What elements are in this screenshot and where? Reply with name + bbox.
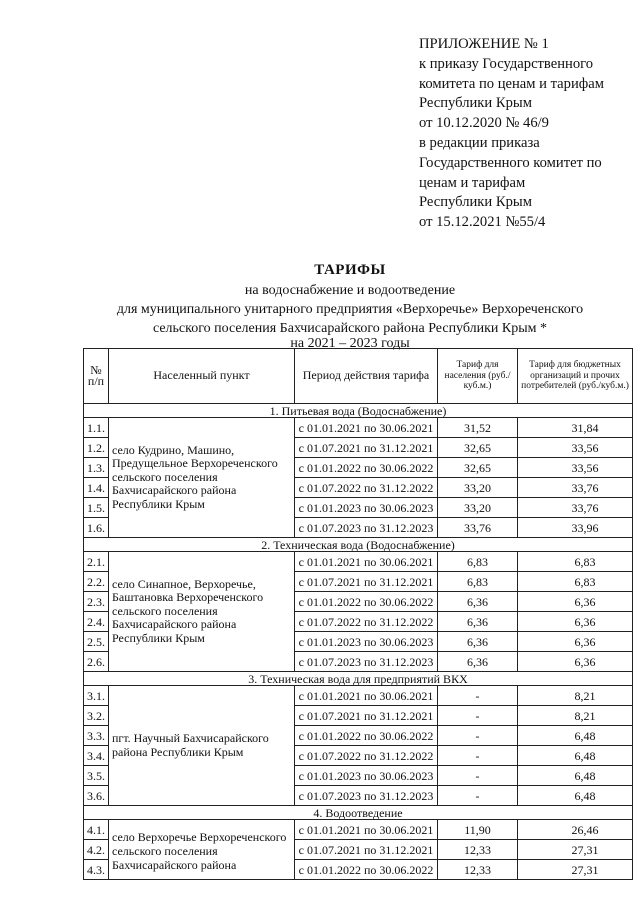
pop-tariff-cell: 6,36 xyxy=(438,592,518,612)
budget-tariff-cell: 6,48 xyxy=(518,786,633,806)
pop-tariff-cell: - xyxy=(438,766,518,786)
pop-tariff-cell: 6,36 xyxy=(438,632,518,652)
row-number: 2.2. xyxy=(84,572,109,592)
place-cell: село Синапное, Верхоречье, Баштановка Верхореченского сельского поселения Бахчисарайского района Республики Крым xyxy=(109,552,295,672)
pop-tariff-cell: 6,83 xyxy=(438,552,518,572)
annex-line: ценам и тарифам xyxy=(419,174,526,191)
period-cell: с 01.01.2023 по 30.06.2023 xyxy=(295,632,438,652)
pop-tariff-cell: 33,20 xyxy=(438,478,518,498)
pop-tariff-cell: 31,52 xyxy=(438,418,518,438)
header-pop-tariff: Тариф для населения (руб./куб.м.) xyxy=(438,349,518,404)
section-title: 1. Питьевая вода (Водоснабжение) xyxy=(84,404,633,418)
pop-tariff-cell: 6,83 xyxy=(438,572,518,592)
header-place: Населенный пункт xyxy=(109,349,295,404)
row-number: 4.3. xyxy=(84,860,109,880)
header-row xyxy=(84,349,633,404)
annex-line: в редакции приказа xyxy=(419,134,540,151)
budget-tariff-cell: 6,48 xyxy=(518,746,633,766)
section-title: 3. Техническая вода для предприятий ВКХ xyxy=(84,672,633,686)
budget-tariff-cell: 8,21 xyxy=(518,706,633,726)
row-number: 4.2. xyxy=(84,840,109,860)
row-number: 3.4. xyxy=(84,746,109,766)
row-number: 2.6. xyxy=(84,652,109,672)
annex-line: комитета по ценам и тарифам xyxy=(419,75,604,92)
budget-tariff-cell: 6,36 xyxy=(518,592,633,612)
document-title: ТАРИФЫ xyxy=(314,262,386,278)
period-cell: с 01.07.2021 по 31.12.2021 xyxy=(295,572,438,592)
annex-line: Республики Крым xyxy=(419,194,532,211)
period-cell: с 01.07.2021 по 31.12.2021 xyxy=(295,706,438,726)
row-number: 1.6. xyxy=(84,518,109,538)
budget-tariff-cell: 33,76 xyxy=(518,498,633,518)
annex-block xyxy=(419,35,634,233)
row-number: 4.1. xyxy=(84,820,109,840)
pop-tariff-cell: - xyxy=(438,726,518,746)
budget-tariff-cell: 6,36 xyxy=(518,652,633,672)
period-cell: с 01.07.2022 по 31.12.2022 xyxy=(295,612,438,632)
pop-tariff-cell: - xyxy=(438,686,518,706)
period-cell: с 01.07.2022 по 31.12.2022 xyxy=(295,746,438,766)
row-number: 2.3. xyxy=(84,592,109,612)
row-number: 3.1. xyxy=(84,686,109,706)
table-row xyxy=(84,552,633,572)
subtitle-line: на 2021 – 2023 годы xyxy=(290,336,410,351)
budget-tariff-cell: 31,84 xyxy=(518,418,633,438)
annex-line: от 15.12.2021 №55/4 xyxy=(419,214,546,231)
pop-tariff-cell: 6,36 xyxy=(438,652,518,672)
table-row xyxy=(84,820,633,840)
annex-line: Государственного комитет по xyxy=(419,154,602,171)
subtitle-line: на водоснабжение и водоотведение xyxy=(244,283,456,298)
row-number: 3.3. xyxy=(84,726,109,746)
row-number: 2.4. xyxy=(84,612,109,632)
budget-tariff-cell: 27,31 xyxy=(518,860,633,880)
period-cell: с 01.01.2022 по 30.06.2022 xyxy=(295,860,438,880)
budget-tariff-cell: 6,36 xyxy=(518,612,633,632)
budget-tariff-cell: 6,48 xyxy=(518,726,633,746)
annex-line: к приказу Государственного xyxy=(419,55,594,72)
budget-tariff-cell: 27,31 xyxy=(518,840,633,860)
section-row xyxy=(84,672,633,686)
place-cell: село Верхоречье Верхореченского сельского поселения Бахчисарайского района xyxy=(109,820,295,880)
section-title: 2. Техническая вода (Водоснабжение) xyxy=(84,538,633,552)
period-cell: с 01.07.2021 по 31.12.2021 xyxy=(295,438,438,458)
budget-tariff-cell: 33,96 xyxy=(518,518,633,538)
pop-tariff-cell: 11,90 xyxy=(438,820,518,840)
header-budget-tariff: Тариф для бюджетных организаций и прочих потребителей (руб./куб.м.) xyxy=(518,349,633,404)
budget-tariff-cell: 6,48 xyxy=(518,766,633,786)
budget-tariff-cell: 6,83 xyxy=(518,552,633,572)
period-cell: с 01.01.2022 по 30.06.2022 xyxy=(295,592,438,612)
pop-tariff-cell: - xyxy=(438,706,518,726)
place-cell: пгт. Научный Бахчисарайского района Республики Крым xyxy=(109,686,295,806)
period-cell: с 01.07.2023 по 31.12.2023 xyxy=(295,786,438,806)
annex-line: ПРИЛОЖЕНИЕ № 1 xyxy=(419,36,549,52)
period-cell: с 01.01.2021 по 30.06.2021 xyxy=(295,418,438,438)
period-cell: с 01.07.2022 по 31.12.2022 xyxy=(295,478,438,498)
subtitle-line: сельского поселения Бахчисарайского района Республики Крым * xyxy=(152,321,548,336)
header-num: № п/п xyxy=(84,349,109,404)
budget-tariff-cell: 6,36 xyxy=(518,632,633,652)
row-number: 2.5. xyxy=(84,632,109,652)
period-cell: с 01.01.2023 по 30.06.2023 xyxy=(295,498,438,518)
row-number: 3.5. xyxy=(84,766,109,786)
section-row xyxy=(84,806,633,820)
row-number: 1.5. xyxy=(84,498,109,518)
subtitle-line: для муниципального унитарного предприятия «Верхоречье» Верхореченского xyxy=(116,302,584,317)
row-number: 1.4. xyxy=(84,478,109,498)
annex-line: от 10.12.2020 № 46/9 xyxy=(419,115,549,132)
budget-tariff-cell: 26,46 xyxy=(518,820,633,840)
pop-tariff-cell: - xyxy=(438,786,518,806)
budget-tariff-cell: 33,56 xyxy=(518,438,633,458)
pop-tariff-cell: 32,65 xyxy=(438,458,518,478)
section-row xyxy=(84,538,633,552)
row-number: 3.6. xyxy=(84,786,109,806)
table-row xyxy=(84,686,633,706)
tariff-table xyxy=(83,348,633,880)
pop-tariff-cell: - xyxy=(438,746,518,766)
period-cell: с 01.01.2021 по 30.06.2021 xyxy=(295,820,438,840)
row-number: 1.3. xyxy=(84,458,109,478)
pop-tariff-cell: 33,76 xyxy=(438,518,518,538)
period-cell: с 01.01.2023 по 30.06.2023 xyxy=(295,766,438,786)
period-cell: с 01.01.2021 по 30.06.2021 xyxy=(295,686,438,706)
annex-line: Республики Крым xyxy=(419,95,532,112)
section-title: 4. Водоотведение xyxy=(84,806,633,820)
header-period: Период действия тарифа xyxy=(295,349,438,404)
period-cell: с 01.07.2023 по 31.12.2023 xyxy=(295,518,438,538)
section-row xyxy=(84,404,633,418)
row-number: 1.1. xyxy=(84,418,109,438)
pop-tariff-cell: 6,36 xyxy=(438,612,518,632)
period-cell: с 01.01.2022 по 30.06.2022 xyxy=(295,458,438,478)
budget-tariff-cell: 33,76 xyxy=(518,478,633,498)
place-cell: село Кудрино, Машино, Предущельное Верхореченского сельского поселения Бахчисарайского района Республики Крым xyxy=(109,418,295,538)
budget-tariff-cell: 33,56 xyxy=(518,458,633,478)
period-cell: с 01.07.2023 по 31.12.2023 xyxy=(295,652,438,672)
pop-tariff-cell: 12,33 xyxy=(438,860,518,880)
row-number: 1.2. xyxy=(84,438,109,458)
table-row xyxy=(84,418,633,438)
period-cell: с 01.01.2021 по 30.06.2021 xyxy=(295,552,438,572)
budget-tariff-cell: 6,83 xyxy=(518,572,633,592)
period-cell: с 01.07.2021 по 31.12.2021 xyxy=(295,840,438,860)
pop-tariff-cell: 33,20 xyxy=(438,498,518,518)
row-number: 2.1. xyxy=(84,552,109,572)
row-number: 3.2. xyxy=(84,706,109,726)
pop-tariff-cell: 32,65 xyxy=(438,438,518,458)
budget-tariff-cell: 8,21 xyxy=(518,686,633,706)
pop-tariff-cell: 12,33 xyxy=(438,840,518,860)
period-cell: с 01.01.2022 по 30.06.2022 xyxy=(295,726,438,746)
